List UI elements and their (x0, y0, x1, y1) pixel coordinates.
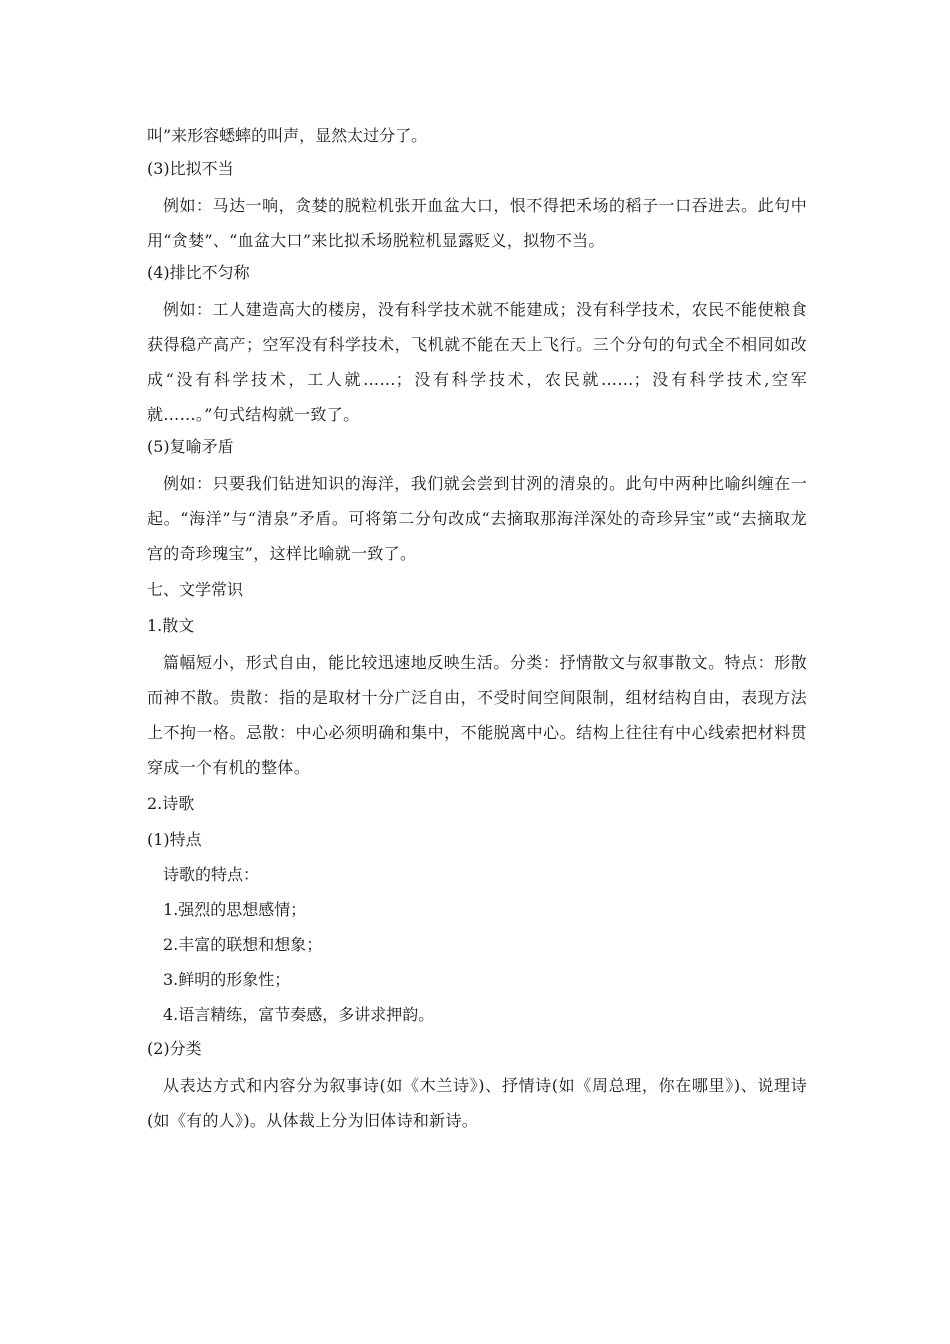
subheading-poetry: 2.诗歌 (147, 794, 195, 813)
subheading-prose: 1.散文 (147, 616, 195, 635)
document-body (147, 124, 807, 1138)
subheading-poetry-features: (1)特点 (147, 830, 202, 849)
subheading-poetry-classification: (2)分类 (147, 1039, 202, 1058)
list-item: 1.强烈的思想感情； (163, 900, 307, 919)
paragraph-personification-example: 例如：马达一响，贪婪的脱粒机张开血盆大口，恨不得把禾场的稻子一口吞进去。此句中用“贪婪”、“血盆大口”来比拟禾场脱粒机显露贬义，拟物不当。 (147, 196, 807, 250)
paragraph-poetry-classification: 从表达方式和内容分为叙事诗(如《木兰诗》)、抒情诗(如《周总理，你在哪里》)、说理诗(如《有的人》)。从体裁上分为旧体诗和新诗。 (147, 1076, 807, 1130)
list-item: 2.丰富的联想和想象； (163, 935, 323, 954)
poetry-features-intro: 诗歌的特点： (163, 865, 260, 884)
list-item: 3.鲜明的形象性； (163, 970, 291, 989)
section-heading-literary-knowledge: 七、文学常识 (147, 580, 244, 599)
subheading-conflicting-metaphors: (5)复喻矛盾 (147, 437, 234, 456)
subheading-improper-personification: (3)比拟不当 (147, 159, 234, 178)
subheading-unbalanced-parallelism: (4)排比不匀称 (147, 263, 250, 282)
paragraph-prose-description: 篇幅短小，形式自由，能比较迅速地反映生活。分类：抒情散文与叙事散文。特点：形散而神不散。贵散：指的是取材十分广泛自由，不受时间空间限制，组材结构自由，表现方法上不拘一格。忌散：中心必须明确和集中，不能脱离中心。结构上往往有中心线索把材料贯穿成一个有机的整体。 (147, 653, 807, 777)
paragraph-continuation: 叫”来形容蟋蟀的叫声，显然太过分了。 (147, 126, 428, 145)
paragraph-metaphor-example: 例如：只要我们钻进知识的海洋，我们就会尝到甘洌的清泉的。此句中两种比喻纠缠在一起。“海洋”与“清泉”矛盾。可将第二分句改成“去摘取那海洋深处的奇珍异宝”或“去摘取龙宫的奇珍瑰宝”，这样比喻就一致了。 (147, 474, 807, 563)
list-item: 4.语言精练，富节奏感，多讲求押韵。 (163, 1005, 435, 1024)
paragraph-parallelism-example: 例如：工人建造高大的楼房，没有科学技术就不能建成；没有科学技术，农民不能使粮食获得稳产高产；空军没有科学技术，飞机就不能在天上飞行。三个分句的句式全不相同如改成“没有科学技术，工人就……；没有科学技术，农民就……；没有科学技术,空军就……。”句式结构就一致了。 (147, 300, 807, 424)
